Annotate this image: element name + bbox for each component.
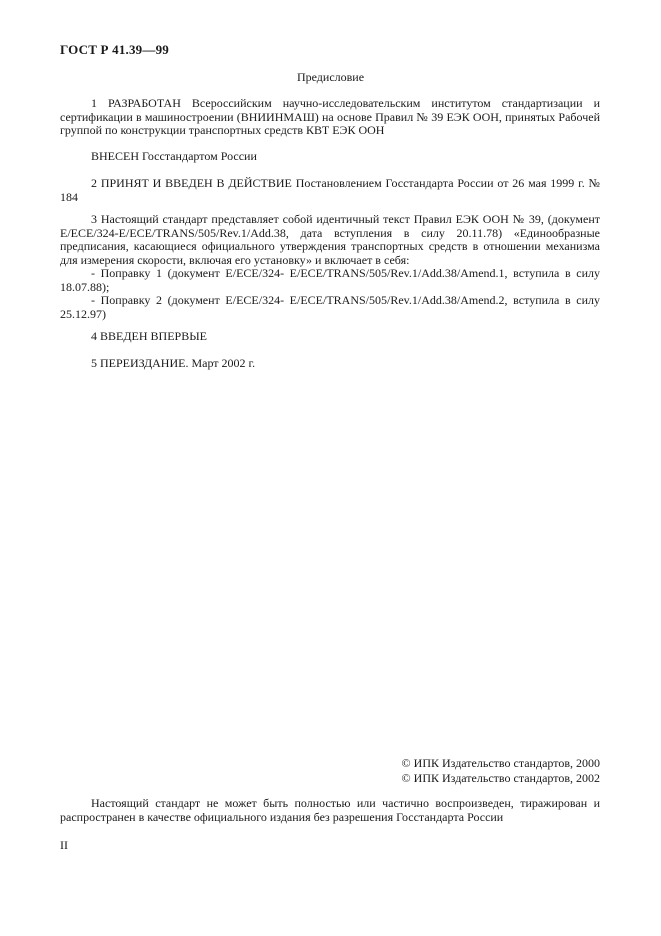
paragraph-reissue: 5 ПЕРЕИЗДАНИЕ. Март 2002 г. bbox=[91, 356, 256, 370]
reproduction-notice: Настоящий стандарт не может быть полностью или частично воспроизведен, тиражирован и распространен в качестве официального издания без разрешения Госстандарта России bbox=[60, 796, 600, 824]
paragraph-amendment-2: - Поправку 2 (документ E/ECE/324- E/ECE/TRANS/505/Rev.1/Add.38/Amend.2, вступила в силу 25.12.97) bbox=[60, 293, 600, 321]
page-title: Предисловие bbox=[296, 70, 365, 84]
paragraph-first-introduced: 4 ВВЕДЕН ВПЕРВЫЕ bbox=[91, 329, 207, 343]
paragraph-adopted: 2 ПРИНЯТ И ВВЕДЕН В ДЕЙСТВИЕ Постановлением Госстандарта России от 26 мая 1999 г. № 184 bbox=[60, 176, 600, 204]
page-number: II bbox=[60, 838, 68, 852]
paragraph-amendment-1: - Поправку 1 (документ E/ECE/324- E/ECE/TRANS/505/Rev.1/Add.38/Amend.1, вступила в силу 18.07.88); bbox=[60, 266, 600, 294]
paragraph-introduced: ВНЕСЕН Госстандартом России bbox=[91, 149, 257, 163]
paragraph-developed: 1 РАЗРАБОТАН Всероссийским научно-исследовательским институтом стандартизации и сертификации в машиностроении (ВНИИНМАШ) на основе Правил № 39 ЕЭК ООН, принятых Рабочей группой по конструкции транспортных средств КВТ ЕЭК ООН bbox=[60, 96, 600, 137]
paragraph-identical-text: 3 Настоящий стандарт представляет собой идентичный текст Правил ЕЭК ООН № 39, (документ E/ECE/324-E/ECE/TRANS/505/Rev.1/Add.38, дата вступления в силу 20.11.78) «Единообразные предписания, касающиеся официального утверждения транспортных средств в отношении механизма для измерения скорости, включая его установку» и включает в себя: bbox=[60, 212, 600, 267]
copyright-2000: © ИПК Издательство стандартов, 2000 bbox=[401, 756, 600, 770]
standard-code: ГОСТ Р 41.39—99 bbox=[60, 42, 169, 57]
copyright-2002: © ИПК Издательство стандартов, 2002 bbox=[401, 771, 600, 785]
